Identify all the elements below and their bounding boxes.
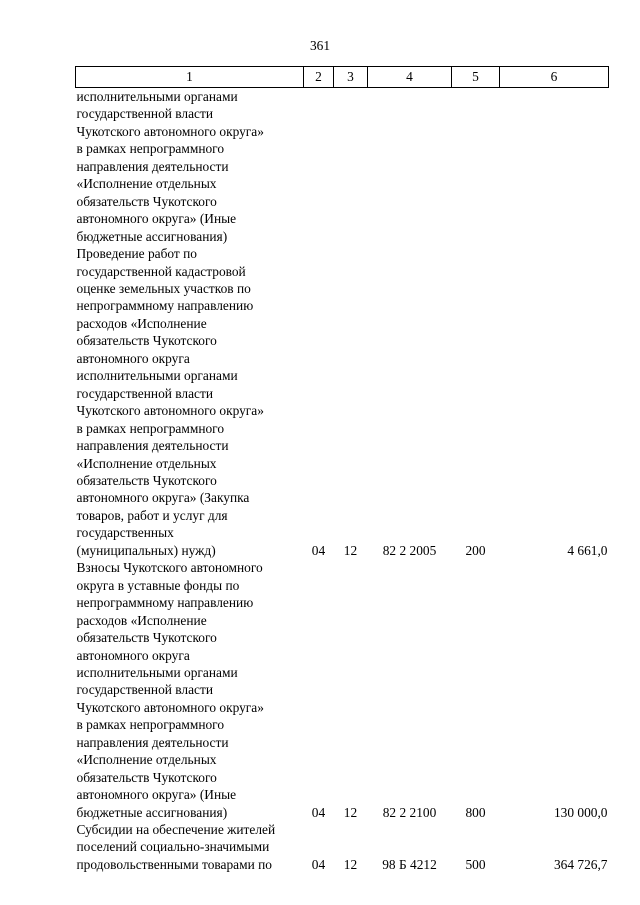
row-description: Проведение работ по государственной кадастровой оценке земельных участков по непрограммному направлению расходов «Исполнение обязательств Чукотского автономного округа исполнительными органами государственной власти Чукотского автономного округа» в рамках непрограммного направления деятельности «Исполнение отдельных обязательств Чукотского автономного округа» (Закупка товаров, работ и услуг для государственных (муниципальных) нужд) [76,246,264,558]
header-cell-4: 4 [368,67,452,88]
row-description: Взносы Чукотского автономного округа в уставные фонды по непрограммному направлению расходов «Исполнение обязательств Чукотского автономного округа исполнительными органами государственной власти Чукотского автономного округа» в рамках непрограммного направления деятельности «Исполнение отдельных обязательств Чукотского автономного округа» (Иные бюджетные ассигнования) [76,560,264,820]
row-description: Субсидии на обеспечение жителей поселений социально-значимыми продовольственными товарами по [76,822,276,872]
row-section: 04 [311,542,326,558]
row-amount: 4 661,0 [567,542,608,558]
row-subsection: 12 [343,542,358,558]
row-expense-type: 500 [465,856,486,872]
table-header-row [76,67,609,88]
table-row [76,559,609,821]
row-expense-type: 800 [465,804,486,820]
header-cell-3: 3 [334,67,368,88]
header-cell-1: 1 [76,67,304,88]
budget-table [75,66,609,873]
row-target-code [368,88,452,246]
header-cell-2: 2 [304,67,334,88]
header-cell-5: 5 [452,67,500,88]
row-expense-type: 200 [465,542,486,558]
row-amount [500,88,609,246]
row-subsection [334,88,368,246]
row-section: 04 [311,804,326,820]
row-description: исполнительными органами государственной власти Чукотского автономного округа» в рамках непрограммного направления деятельности «Исполнение отдельных обязательств Чукотского автономного округа» (Иные бюджетные ассигнования) [76,89,264,244]
header-cell-6: 6 [500,67,609,88]
table-row [76,245,609,559]
row-target-code: 98 Б 4212 [382,856,437,872]
table-row [76,821,609,873]
row-section [304,88,334,246]
table-row [76,88,609,246]
row-target-code: 82 2 2005 [382,542,437,558]
page-number: 361 [309,38,331,53]
row-subsection: 12 [343,856,358,872]
row-expense-type [452,88,500,246]
row-target-code: 82 2 2100 [382,804,437,820]
row-amount: 130 000,0 [553,804,608,820]
row-subsection: 12 [343,804,358,820]
row-amount: 364 726,7 [553,856,608,872]
row-section: 04 [311,856,326,872]
